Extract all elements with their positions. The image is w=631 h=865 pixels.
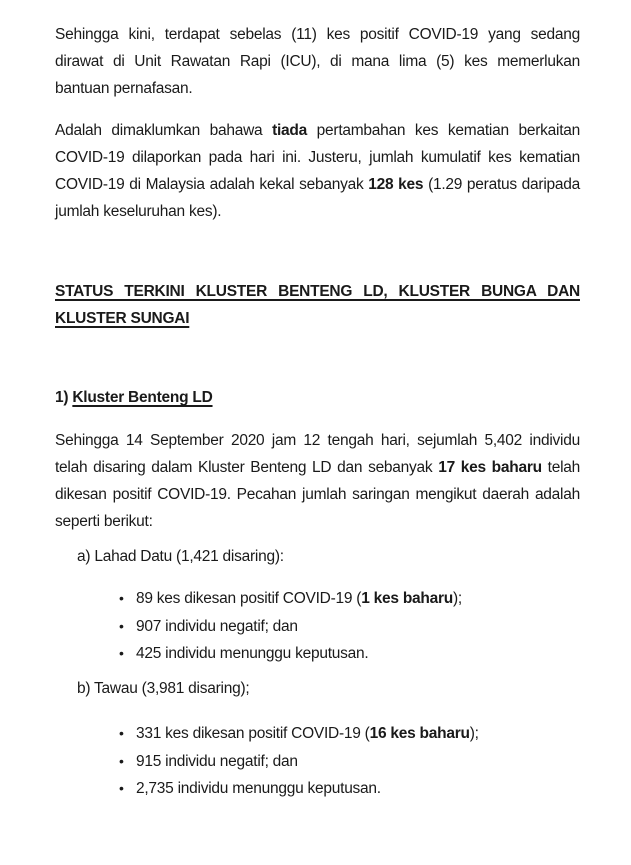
- text-run: telah: [541, 459, 580, 476]
- text-run: 89 kes dikesan positif COVID-19 (: [136, 590, 362, 607]
- text-run: 907 individu negatif; dan: [136, 617, 298, 635]
- text-line: [55, 144, 580, 171]
- text-run: seperti berikut:: [55, 513, 153, 530]
- text-run: Adalah dimaklumkan bahawa: [55, 122, 273, 139]
- text-line: [55, 305, 580, 332]
- bullet-text: [136, 618, 298, 635]
- list-item: [55, 720, 580, 747]
- text-run: 1): [55, 389, 73, 406]
- text-run: Sehingga kini, terdapat sebelas (11) kes positif COVID-19 yang sedang: [55, 26, 580, 43]
- text-run: Kluster Benteng LD: [72, 389, 213, 406]
- text-run: STATUS TERKINI KLUSTER BENTENG LD, KLUSTER BUNGA DAN: [55, 283, 580, 300]
- text-line: [55, 508, 580, 535]
- text-line: [55, 48, 580, 75]
- paragraph-icu-cases: [55, 21, 580, 102]
- bullet-text: [136, 590, 462, 607]
- text-run: 128 kes: [368, 176, 424, 193]
- bullet-icon: •: [119, 752, 124, 769]
- text-line: [55, 171, 580, 198]
- text-run: pertambahan kes kematian berkaitan: [307, 122, 580, 139]
- bullet-text: [136, 645, 368, 662]
- text-line: [55, 117, 580, 144]
- bullet-icon: •: [119, 780, 124, 796]
- text-run: a) Lahad Datu (1,421 disaring):: [77, 548, 284, 565]
- bullet-icon: •: [119, 725, 124, 741]
- text-run: Sehingga 14 September 2020 jam 12 tengah hari, sejumlah 5,402 individu: [55, 432, 580, 449]
- list-item: [55, 585, 580, 612]
- text-run: COVID-19 dilaporkan pada hari ini. Justeru, jumlah kumulatif kes kematian: [55, 149, 580, 166]
- text-run: KLUSTER SUNGAI: [55, 310, 190, 327]
- bullet-icon: •: [119, 590, 124, 606]
- text-line: [55, 454, 580, 481]
- list-item: [55, 613, 580, 640]
- section-heading: [55, 278, 580, 332]
- bullet-icon: •: [119, 645, 124, 661]
- text-run: 2,735 individu menunggu keputusan.: [136, 780, 381, 797]
- text-line: [55, 427, 580, 454]
- text-run: dikesan positif COVID-19. Pecahan jumlah saringan mengikut daerah adalah: [55, 486, 580, 503]
- paragraph-cluster-1-summary: [55, 427, 580, 535]
- cluster-1-heading: [55, 384, 580, 411]
- bullet-text: [136, 780, 381, 797]
- district-b-heading: [77, 675, 580, 702]
- text-run: 1 kes baharu: [361, 590, 453, 607]
- text-run: bantuan pernafasan.: [55, 80, 193, 97]
- list-item: [55, 640, 580, 667]
- text-run: tiada: [272, 122, 308, 139]
- text-line: [55, 278, 580, 305]
- district-a-heading: [77, 543, 580, 570]
- text-run: 425 individu menunggu keputusan.: [136, 645, 369, 662]
- text-run: );: [469, 725, 479, 742]
- text-run: jumlah keseluruhan kes).: [55, 203, 222, 220]
- text-run: COVID-19 di Malaysia adalah kekal sebanyak: [55, 176, 369, 193]
- bullet-text: [136, 753, 298, 770]
- paragraph-death-update: [55, 117, 580, 225]
- text-run: telah disaring dalam Kluster Benteng LD dan sebanyak: [55, 459, 439, 476]
- text-line: [55, 481, 580, 508]
- bullet-icon: •: [119, 617, 124, 634]
- text-run: 915 individu negatif; dan: [136, 752, 298, 770]
- text-run: b) Tawau (3,981 disaring);: [77, 680, 250, 697]
- text-line: [55, 21, 580, 48]
- text-run: 17 kes baharu: [438, 459, 542, 476]
- text-line: [55, 198, 580, 225]
- text-line: [55, 75, 580, 102]
- text-run: (1.29 peratus daripada: [423, 176, 580, 193]
- text-run: );: [453, 590, 462, 607]
- list-item: [55, 748, 580, 775]
- district-b-bullet-list: [55, 720, 580, 802]
- bullet-text: [136, 725, 479, 742]
- list-item: [55, 775, 580, 802]
- text-run: 331 kes dikesan positif COVID-19 (: [136, 725, 370, 742]
- text-run: 16 kes baharu: [369, 725, 470, 742]
- district-a-bullet-list: [55, 585, 580, 667]
- text-run: dirawat di Unit Rawatan Rapi (ICU), di mana lima (5) kes memerlukan: [55, 53, 580, 70]
